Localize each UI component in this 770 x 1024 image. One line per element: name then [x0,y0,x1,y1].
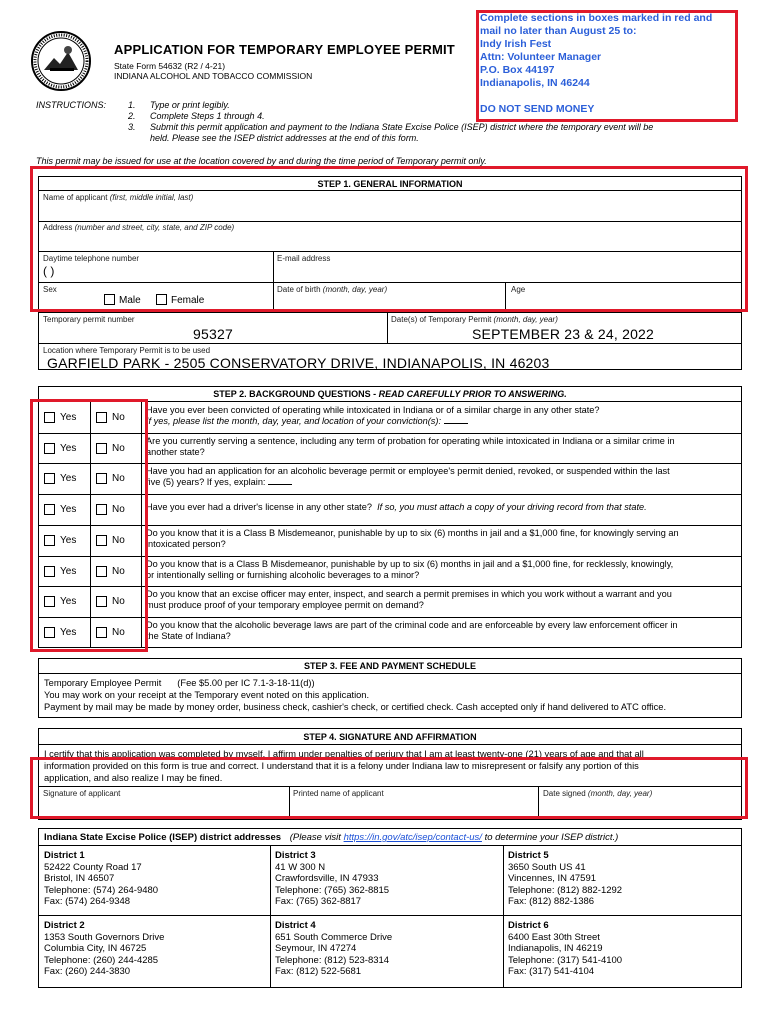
step2-red-outline [30,399,148,652]
district-city: Crawfordsville, IN 47933 [275,873,379,884]
notice-line: P.O. Box 44197 [480,64,555,76]
no-label: No [112,473,125,485]
yes-label: Yes [60,565,77,577]
district-street: 41 W 300 N [275,861,326,873]
printed-name-label: Printed name of applicant [293,789,384,798]
step4-heading: STEP 4. SIGNATURE AND AFFIRMATION [303,732,477,742]
notice-line: Indianapolis, IN 46244 [480,77,590,89]
instruction-num: 1. [128,100,136,110]
district-fax: Fax: (812) 882-1386 [508,896,595,907]
form-title: APPLICATION FOR TEMPORARY EMPLOYEE PERMIT [114,42,455,57]
district-city: Bristol, IN 46507 [44,873,115,884]
step4-red-outline [30,757,748,819]
district-name: District 4 [275,920,316,931]
district-phone: Telephone: (812) 882-1292 [508,884,623,896]
district-phone: Telephone: (812) 523-8314 [275,954,390,966]
permit-dates-value: SEPTEMBER 23 & 24, 2022 [472,326,655,342]
district-fax: Fax: (812) 522-5681 [275,966,362,977]
district-fax: Fax: (574) 264-9348 [44,896,131,907]
permit-note: This permit may be issued for use at the location covered by and during the time period of Temporary permit only. [36,156,487,166]
yes-label: Yes [60,504,77,516]
district-street: 6400 East 30th Street [508,931,600,943]
location-label: Location where Temporary Permit is to be used [43,346,211,355]
email-label: E-mail address [277,254,331,263]
date-signed-label: Date signed (month, day, year) [543,789,653,798]
state-seal-icon [30,30,92,92]
fee-line: Temporary Employee Permit (Fee $5.00 per IC 7.1-3-18-11(d)) [44,678,315,688]
district-block [508,920,622,978]
name-label: Name of applicant (first, middle initial, last) [43,193,194,202]
no-money-warning: DO NOT SEND MONEY [480,103,595,115]
female-label: Female [171,295,205,306]
question-8-text: Do you know that the alcoholic beverage laws are part of the criminal code and are enforceable by every law enforcement officer in the State of Indiana? [146,619,678,641]
district-block [44,850,158,908]
permit-number-value: 95327 [193,326,233,342]
notice-line: Indy Irish Fest [480,38,552,50]
address-label: Address (number and street, city, state, and ZIP code) [43,223,235,232]
notice-line: Complete sections in boxes marked in red and [480,12,713,24]
district-name: District 3 [275,850,316,861]
question-2-text: Are you currently serving a sentence, including any term of probation for operating while intoxicated in Indiana or a similar crime in another state? [146,435,675,457]
district-street: 3650 South US 41 [508,861,586,873]
district-name: District 6 [508,920,549,931]
no-label: No [112,596,125,608]
no-label: No [112,626,125,638]
district-street: 651 South Commerce Drive [275,931,393,943]
agency-name: INDIANA ALCOHOL AND TOBACCO COMMISSION [114,71,313,81]
notice-line: Attn: Volunteer Manager [480,51,602,63]
yes-label: Yes [60,412,77,423]
isep-contact-link[interactable]: https://in.gov/atc/isep/contact-us/ [343,832,482,843]
location-value: GARFIELD PARK - 2505 CONSERVATORY DRIVE, INDIANAPOLIS, IN 46203 [47,355,550,371]
no-label: No [112,442,125,454]
affirmation-line: application, and also realize I may be fined. [44,773,223,783]
question-3-text: Have you had an application for an alcoholic beverage permit or employee's permit denied, revoked, or suspended within the last five (5) years? If yes, explain: [146,466,670,488]
district-fax: Fax: (260) 244-3830 [44,966,131,977]
instruction-num: 2. [128,111,136,121]
district-phone: Telephone: (317) 541-4100 [508,954,623,966]
question-5-text: Do you know that it is a Class B Misdemeanor, punishable by up to six (6) months in jail and a $1,000 fine, for knowingly serving an intoxicated person? [146,527,679,549]
form-number: State Form 54632 (R2 / 4-21) [114,61,226,71]
step1-heading: STEP 1. GENERAL INFORMATION [317,179,463,189]
sex-label: Sex [43,285,57,294]
phone-label: Daytime telephone number [43,254,140,263]
district-phone: Telephone: (574) 264-9480 [44,884,159,896]
question-4-text: Have you ever had a driver's license in any other state? If so, you must attach a copy of your driving record from that state. [146,502,647,513]
district-block [44,920,164,978]
affirmation-line: information provided on this form is true and correct. I understand that it is a felony under Indiana law to misrepresent or falsify any portion of this [44,761,639,771]
step1-red-outline [30,166,748,312]
yes-label: Yes [60,473,77,485]
district-street: 52422 County Road 17 [44,861,142,873]
phone-area-code[interactable]: ( ) [43,264,55,278]
district-city: Seymour, IN 47274 [275,943,357,954]
affirmation-line: I certify that this application was completed by myself. I affirm under penalties of perjury that I am at least twenty-one (21) years of age and that all [44,749,644,759]
yes-label: Yes [60,534,77,546]
yes-label: Yes [60,442,77,454]
no-label: No [112,412,125,423]
instruction-num: 3. [128,122,136,132]
district-city: Vincennes, IN 47591 [508,873,597,884]
instruction-text: Submit this permit application and payment to the Indiana State Excise Police (ISEP) district where the temporary event will be [150,122,654,132]
no-label: No [112,534,125,546]
no-label: No [112,504,125,516]
yes-label: Yes [60,596,77,608]
question-1-text: Have you ever been convicted of operating while intoxicated in Indiana or of a similar charge in any other state? If yes, please list the month, day, year, and location of your conviction(s): [146,405,600,426]
fee-receipt-note: You may work on your receipt at the Temporary event noted on this application. [44,690,370,700]
isep-heading: Indiana State Excise Police (ISEP) district addresses (Please visit https://in.gov/atc/isep/contact-us/ to determine your ISEP district.) [44,832,619,843]
district-block [508,850,622,908]
district-city: Indianapolis, IN 46219 [508,943,603,954]
district-name: District 2 [44,920,85,931]
district-name: District 1 [44,850,85,861]
district-city: Columbia City, IN 46725 [44,943,147,954]
instruction-text: Type or print legibly. [150,100,230,110]
step3-heading: STEP 3. FEE AND PAYMENT SCHEDULE [303,661,477,671]
instruction-text: held. Please see the ISEP district addresses at the end of this form. [150,133,419,143]
district-phone: Telephone: (260) 244-4285 [44,954,159,966]
question-6-text: Do you know that is a Class B Misdemeanor, punishable by up to six (6) months in jail and a $1,000 fine, for recklessly, knowingly, or intentionally selling or furnishing alcoholic beverages to a minor? [146,558,674,580]
mailing-notice [480,12,712,116]
signature-label: Signature of applicant [43,789,121,798]
district-phone: Telephone: (765) 362-8815 [275,884,390,896]
male-label: Male [119,295,141,306]
district-name: District 5 [508,850,549,861]
district-block [275,850,389,908]
district-block [275,920,392,978]
no-label: No [112,565,125,577]
age-label: Age [511,285,526,294]
step2-heading: STEP 2. BACKGROUND QUESTIONS - READ CAREFULLY PRIOR TO ANSWERING. [213,389,567,399]
district-street: 1353 South Governors Drive [44,931,165,943]
permit-dates-label: Date(s) of Temporary Permit (month, day, year) [391,315,558,324]
district-fax: Fax: (317) 541-4104 [508,966,595,977]
instruction-text: Complete Steps 1 through 4. [150,111,265,121]
permit-number-label: Temporary permit number [43,315,135,324]
notice-line: mail no later than August 25 to: [480,25,637,37]
instructions-label: INSTRUCTIONS: [36,100,107,110]
yes-label: Yes [60,626,77,638]
dob-label: Date of birth (month, day, year) [277,285,388,294]
fee-payment-note: Payment by mail may be made by money order, business check, cashier's check, or certified check. Cash accepted only if hand delivered to ATC office. [44,702,667,712]
district-fax: Fax: (765) 362-8817 [275,896,362,907]
question-7-text: Do you know that an excise officer may enter, inspect, and search a permit premises in which you work without a warrant and you must produce proof of your temporary employee permit on demand? [146,589,672,611]
